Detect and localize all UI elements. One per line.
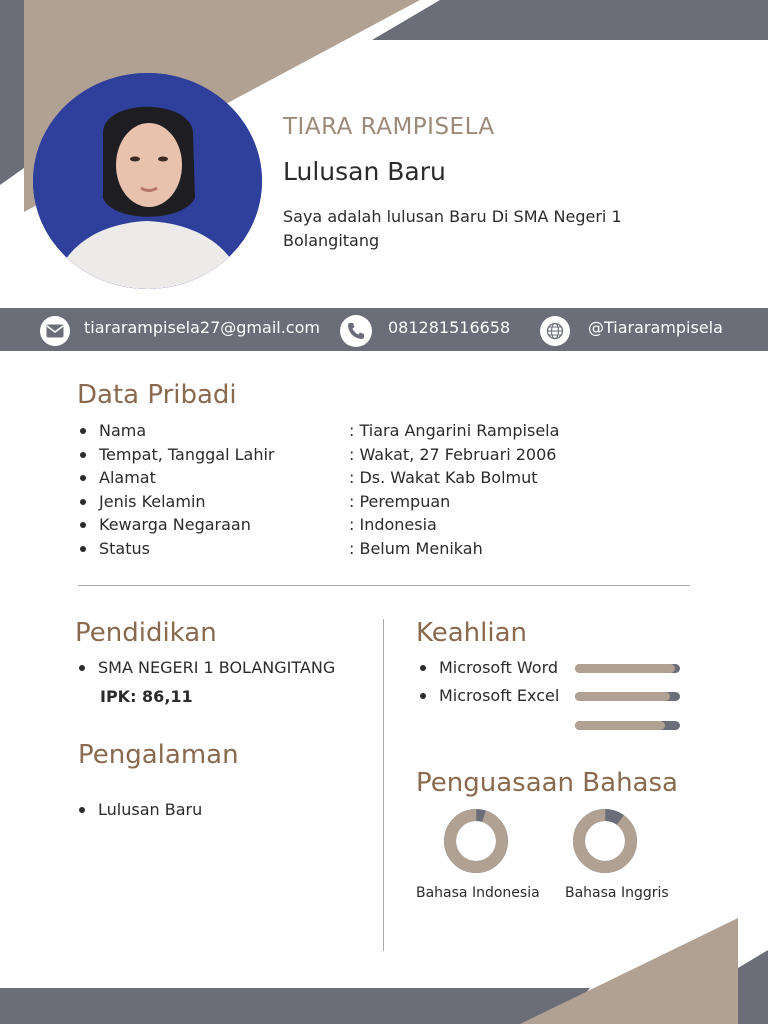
skill-item: Microsoft Word — [417, 656, 559, 684]
personal-row-status — [77, 537, 597, 561]
personal-row-nationality — [77, 513, 597, 537]
personal-label: Status — [99, 538, 150, 558]
skills-title: Keahlian — [416, 618, 528, 648]
education-gpa: IPK: 86,11 — [100, 687, 193, 706]
mail-icon — [40, 316, 70, 346]
personal-label: Nama — [99, 421, 147, 440]
personal-value: : Perempuan — [349, 491, 451, 511]
personal-value: : Belum Menikah — [349, 538, 483, 558]
skill-bar-fill — [575, 721, 665, 730]
skills-list — [417, 656, 559, 712]
education-title: Pendidikan — [75, 618, 217, 648]
contact-bar — [0, 308, 768, 351]
personal-row-gender — [77, 490, 597, 514]
personal-row-name — [77, 419, 597, 443]
person-name: TIARA RAMPISELA — [283, 114, 495, 140]
skill-bar-fill — [575, 664, 675, 673]
personal-label: Alamat — [99, 468, 156, 488]
personal-data-title: Data Pribadi — [77, 380, 237, 410]
phone-icon — [340, 315, 372, 347]
email-link[interactable]: tiararampisela27@gmail.com — [84, 318, 320, 337]
personal-label: Tempat, Tanggal Lahir — [99, 444, 275, 464]
column-divider — [383, 619, 384, 951]
education-list — [76, 656, 335, 680]
section-divider — [78, 585, 690, 586]
personal-data-list — [77, 419, 597, 561]
language-label: Bahasa Indonesia — [416, 885, 540, 901]
language-label: Bahasa Inggris — [565, 885, 669, 901]
language-ring-english — [571, 808, 639, 874]
summary-text: Saya adalah lulusan Baru Di SMA Negeri 1 Bolangitang — [283, 207, 622, 250]
experience-title: Pengalaman — [78, 740, 239, 770]
experience-list — [76, 798, 202, 822]
skill-item: Microsoft Excel — [417, 684, 559, 712]
experience-item: Lulusan Baru — [76, 798, 202, 822]
skill-bar-fill — [575, 692, 670, 701]
education-school: SMA NEGERI 1 BOLANGITANG — [76, 656, 335, 680]
phone-number[interactable]: 081281516658 — [388, 318, 511, 337]
personal-label: Jenis Kelamin — [99, 491, 206, 511]
social-handle[interactable]: @Tiararampisela — [588, 318, 723, 337]
language-ring-indonesia — [442, 808, 510, 874]
personal-value: : Tiara Angarini Rampisela — [349, 421, 560, 440]
globe-icon — [540, 316, 570, 346]
personal-label: Kewarga Negaraan — [99, 515, 251, 535]
personal-row-birth — [77, 443, 597, 467]
skill-bar-excel — [575, 692, 680, 701]
personal-value: : Indonesia — [349, 515, 437, 535]
personal-row-address — [77, 466, 597, 490]
language-title: Penguasaan Bahasa — [416, 768, 678, 798]
personal-value: : Ds. Wakat Kab Bolmut — [349, 468, 538, 488]
skill-bar-extra — [575, 721, 680, 730]
person-role: Lulusan Baru — [283, 157, 446, 186]
skill-bar-word — [575, 664, 680, 673]
profile-photo — [33, 73, 262, 289]
personal-value: : Wakat, 27 Februari 2006 — [349, 444, 557, 464]
